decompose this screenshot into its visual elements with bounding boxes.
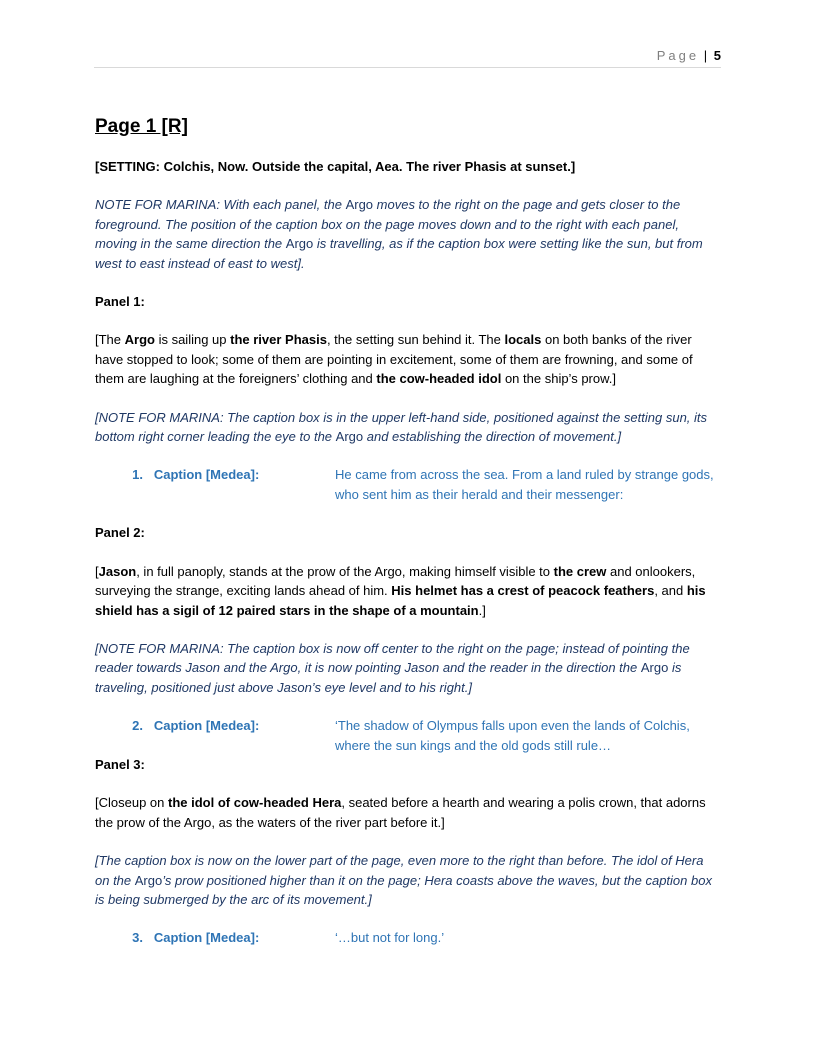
intro-note: NOTE FOR MARINA: With each panel, the Argo moves to the right on the page and gets closer to the foreground. The position of the caption box on the page moves down and to the right with each panel, moving in the same direction the Argo is travelling, as if the caption box were setting like the sun, but from west to east instead of east to west]. <box>95 197 703 271</box>
page-separator: | <box>703 48 708 63</box>
page-number: 5 <box>713 48 721 63</box>
panel-2-description: [Jason, in full panoply, stands at the prow of the Argo, making himself visible to the crew and onlookers, surveying the strange, exciting lands ahead of him. His helmet has a crest of peacock feathers, and his shield has a sigil of 12 paired stars in the shape of a mountain.] <box>95 563 706 618</box>
panel-2-heading: Panel 2: <box>95 525 145 541</box>
panel-3-note: [The caption box is now on the lower part of the page, even more to the right than before. The idol of Hera on the Argo’s prow positioned higher than it on the page; Hera coasts above the waves, but the caption box is being submerged by the arc of its movement.] <box>95 853 712 907</box>
page-header <box>94 48 721 68</box>
panel-1-description: [The Argo is sailing up the river Phasis, the setting sun behind it. The locals on both banks of the river have stopped to look; some of them are pointing in excitement, some of them are frowning, and some of them are laughing at the foreigners’ clothing and the cow-headed idol on the ship’s prow.] <box>95 332 693 387</box>
panel-2-caption <box>95 716 721 755</box>
panel-3-caption <box>95 928 721 947</box>
caption-number: 2. <box>132 718 143 734</box>
caption-number: 3. <box>132 930 143 946</box>
panel-3-description: [Closeup on the idol of cow-headed Hera, seated before a hearth and wearing a polis crown, that adorns the prow of the Argo, as the waters of the river part before it.] <box>95 795 706 830</box>
page-label: Page <box>656 48 700 63</box>
panel-3-heading: Panel 3: <box>95 756 145 772</box>
setting-line: [SETTING: Colchis, Now. Outside the capital, Aea. The river Phasis at sunset.] <box>95 159 576 174</box>
caption-number: 1. <box>132 467 143 483</box>
caption-label: Caption [Medea]: <box>153 467 260 483</box>
caption-label: Caption [Medea]: <box>153 930 260 946</box>
panel-1-note: [NOTE FOR MARINA: The caption box is in the upper left-hand side, positioned against the setting sun, its bottom right corner leading the eye to the Argo and establishing the direction of movement.] <box>95 409 708 445</box>
page-title: Page 1 [R] <box>95 116 188 137</box>
panel-2-note: [NOTE FOR MARINA: The caption box is now off center to the right on the page; instead of pointing the reader towards Jason and the Argo, it is now pointing Jason and the reader in the direction the Argo is traveling, positioned just above Jason’s eye level and to his right.] <box>95 640 690 695</box>
script-body <box>95 116 721 967</box>
caption-text: ‘…but not for long.’ <box>335 930 445 946</box>
panel-1-heading: Panel 1: <box>95 294 145 310</box>
caption-text: He came from across the sea. From a land ruled by strange gods, who sent him as their herald and their messenger: <box>335 467 714 502</box>
caption-label: Caption [Medea]: <box>153 718 260 734</box>
panel-1-caption <box>95 465 721 504</box>
caption-text: ‘The shadow of Olympus falls upon even the lands of Colchis, where the sun kings and the old gods still rule… <box>335 718 690 753</box>
